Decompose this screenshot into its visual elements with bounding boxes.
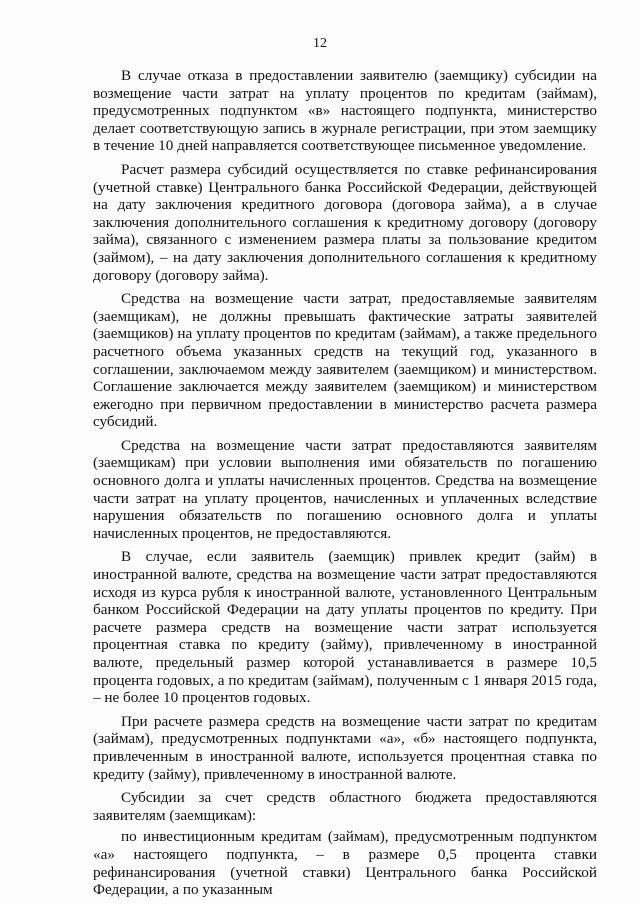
- paragraph-regional-budget: Субсидии за счет средств областного бюджета предоставляются заявителям (заемщикам):: [93, 789, 597, 824]
- paragraph-obligation-conditions: Средства на возмещение части затрат предоставляются заявителям (заемщикам) при условии выполнения ими обязательств по погашению основного долга и уплаты начисленных процентов. Средства на возмещение части затрат на уплату процентов, начисленных и уплаченных вследствие нарушения обязательств по погашению основного долга и уплаты начисленных процентов, не предоставляются.: [93, 436, 597, 542]
- paragraph-expense-limit: Средства на возмещение части затрат, предоставляемые заявителям (заемщикам), не должны превышать фактические затраты заявителей (заемщиков) на уплату процентов по кредитам (займам), а также предельного расчетного объема указанных средств на текущий год, указанного в соглашении, заключаемом между заявителем (заемщиком) и министерством. Соглашение заключается между заявителем (заемщиком) и министерством ежегодно при первичном предоставлении в министерство расчета размера субсидий.: [93, 290, 597, 431]
- paragraph-foreign-currency: В случае, если заявитель (заемщик) привлек кредит (займ) в иностранной валюте, средства на возмещение части затрат предоставляются исходя из курса рубля к иностранной валюте, установленного Центральным банком Российской Федерации на дату уплаты процентов по кредиту. При расчете размера средств на возмещение части затрат используется процентная ставка по кредиту (займу), привлеченному в иностранной валюте, предельный размер которой устанавливается в размере 10,5 процента годовых, а по кредитам (займам), полученным с 1 января 2015 года, – не более 10 процентов годовых.: [93, 548, 597, 707]
- paragraph-refusal-notice: В случае отказа в предоставлении заявителю (заемщику) субсидии на возмещение части затрат на уплату процентов по кредитам (займам), предусмотренных подпунктом «в» настоящего подпункта, министерство делает соответствующую запись в журнале регистрации, при этом заемщику в течение 10 дней направляется соответствующее письменное уведомление.: [93, 67, 597, 155]
- paragraph-investment-credits: по инвестиционным кредитам (займам), предусмотренным подпунктом «а» настоящего подпункта, – в размере 0,5 процента ставки рефинансирования (учетной ставки) Центрального банка Российской Федерации, а по указанным: [93, 828, 597, 899]
- page-number: 12: [313, 36, 327, 51]
- paragraph-foreign-rate: При расчете размера средств на возмещение части затрат по кредитам (займам), предусмотренных подпунктами «а», «б» настоящего подпункта, привлеченным в иностранной валюте, используется процентная ставка по кредиту (займу), привлеченному в иностранной валюте.: [93, 712, 597, 783]
- document-body: [93, 67, 597, 901]
- paragraph-subsidy-calculation: Расчет размера субсидий осуществляется по ставке рефинансирования (учетной ставке) Центрального банка Российской Федерации, действующей на дату заключения кредитного договора (договора займа), а в случае заключения дополнительного соглашения к кредитному договору (договору займа), связанного с изменением размера платы за пользование кредитом (займом), – на дату заключения дополнительного соглашения к кредитному договору (договору займа).: [93, 160, 597, 284]
